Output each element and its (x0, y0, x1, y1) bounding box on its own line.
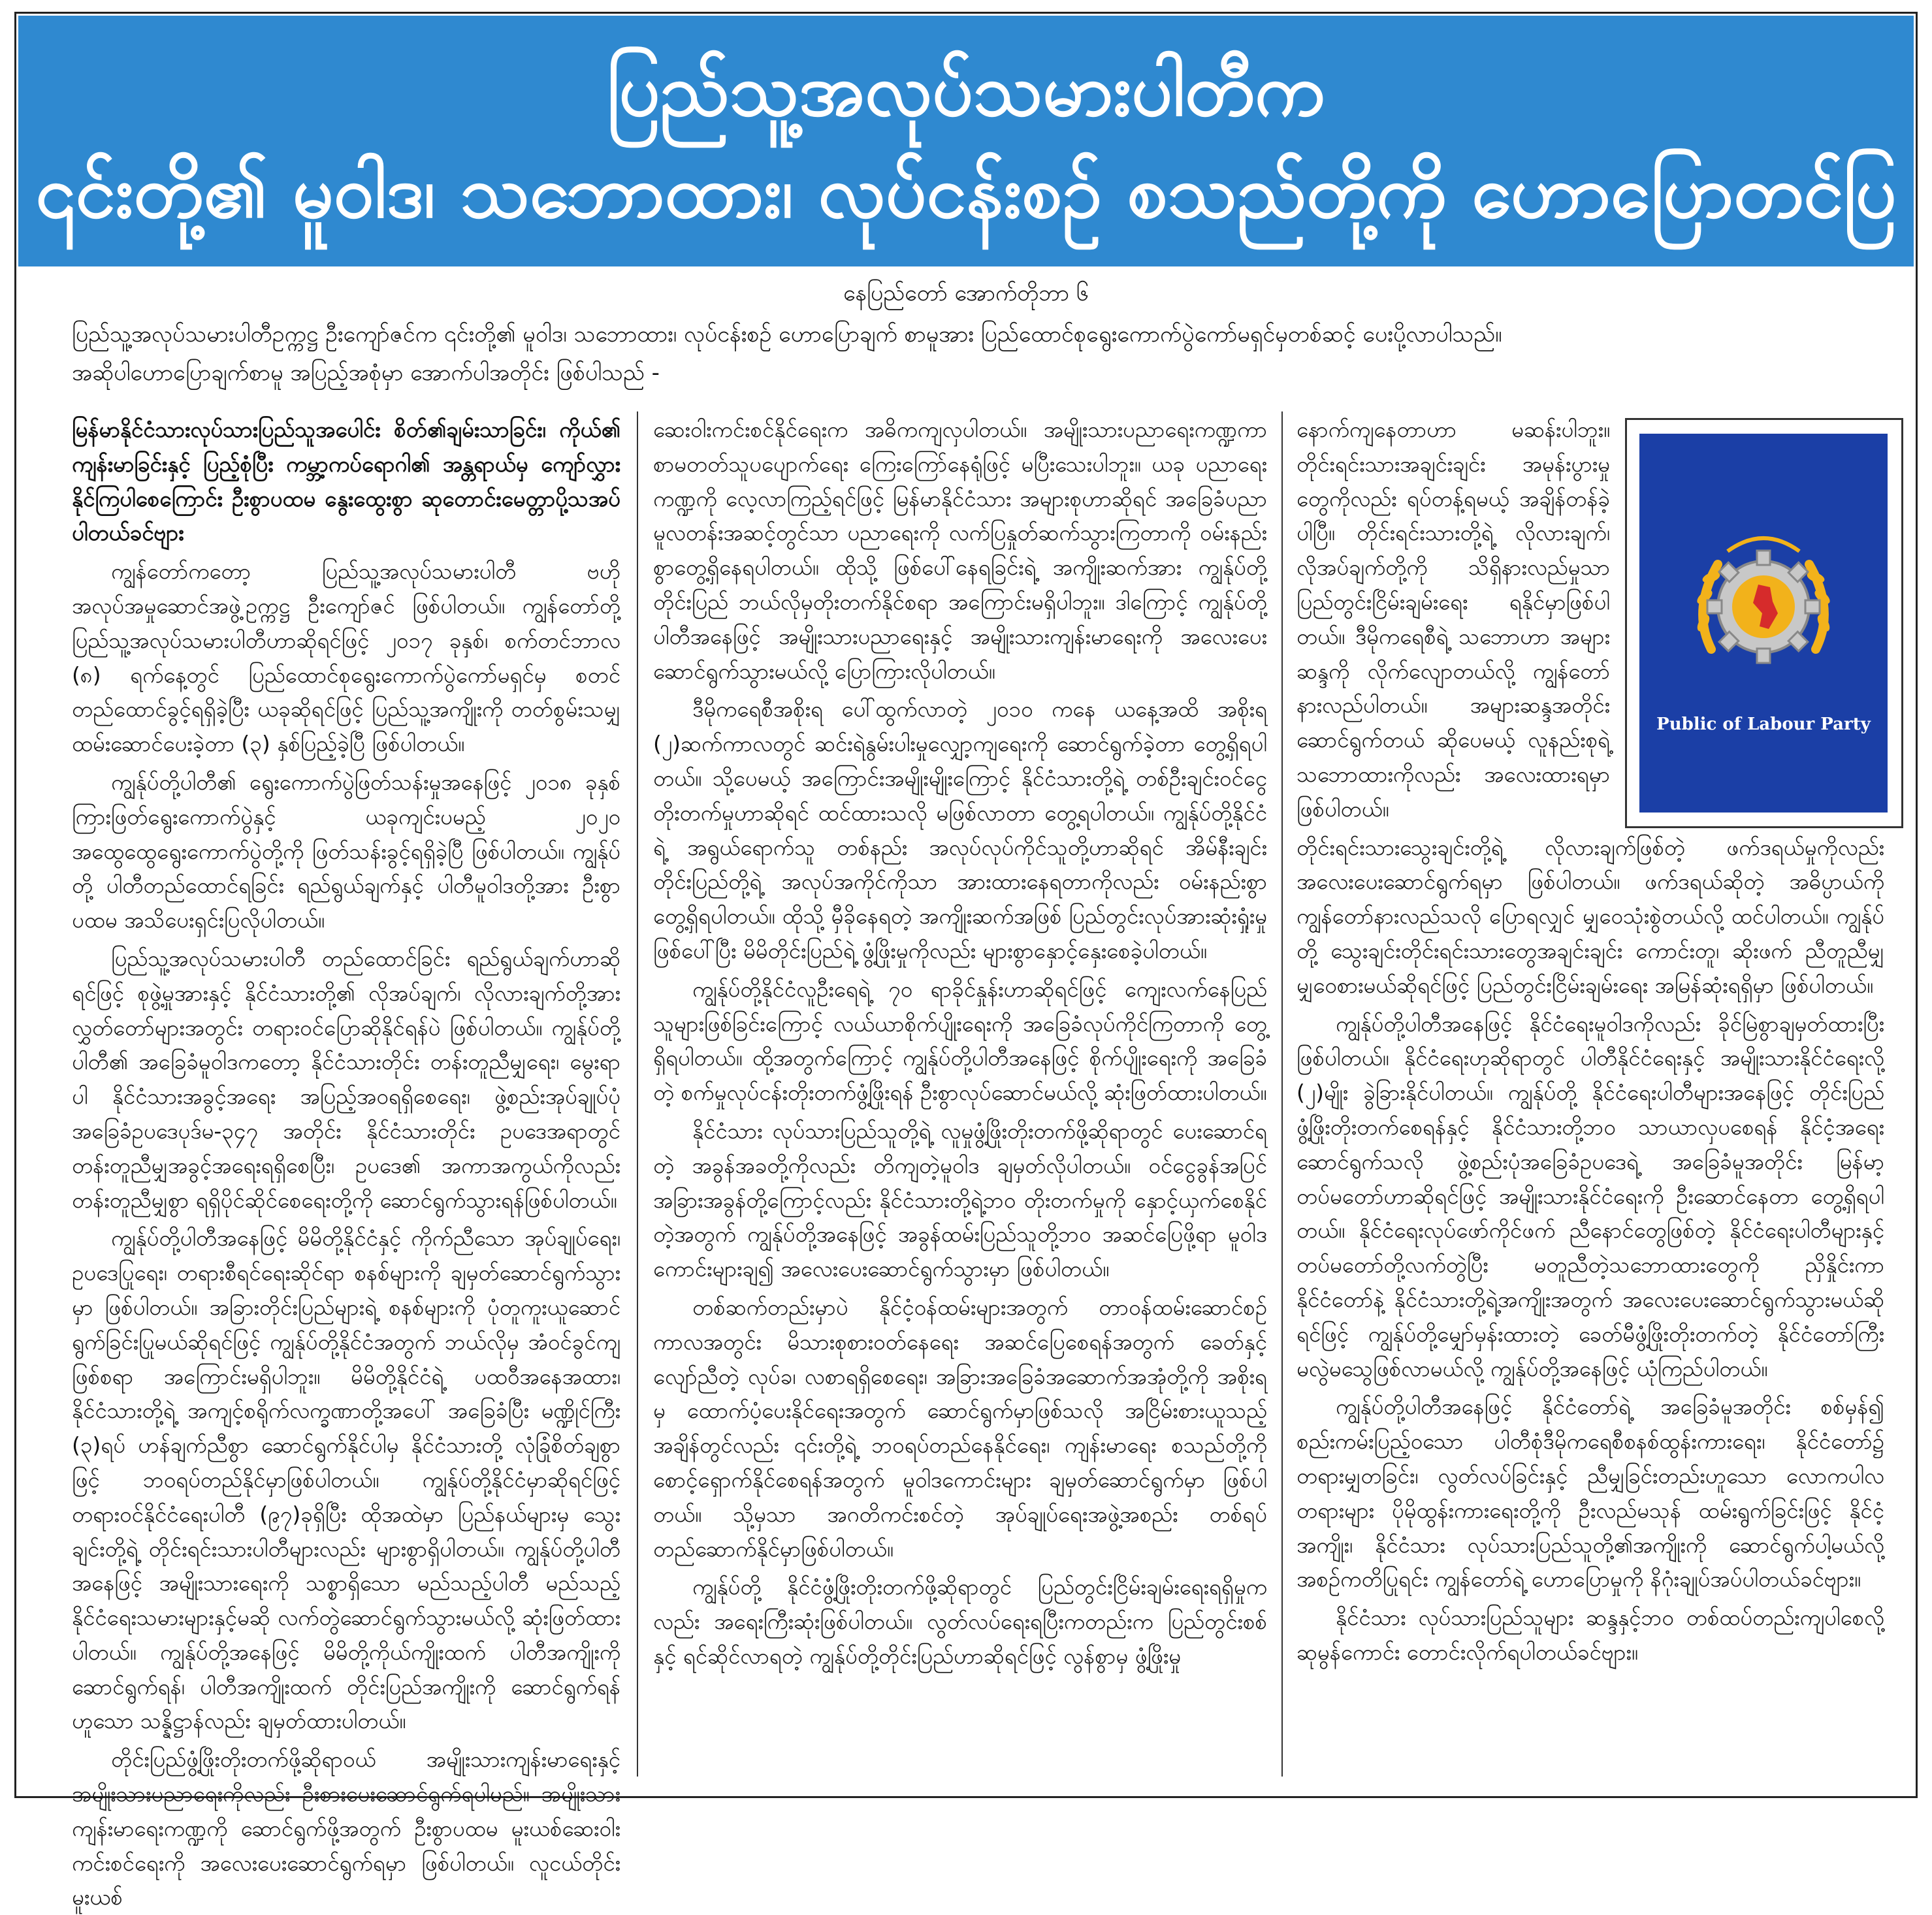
body-paragraph: ကျွန်ုပ်တို့ပါတီအနေဖြင့် နိုင်ငံရေးမူဝါဒကိုလည်း ခိုင်မြဲစွာချမှတ်ထားပြီး ဖြစ်ပါတယ်။ နိုင်ငံရေးဟုဆိုရာတွင် ပါတီနိုင်ငံရေးနှင့် အမျိုးသားနိုင်ငံရေးလို့ (၂)မျိုး ခွဲခြားနိုင်ပါတယ်။ ကျွန်ုပ်တို့ နိုင်ငံရေးပါတီများအနေဖြင့် တိုင်းပြည်ဖွံ့ဖြိုးတိုးတက်စေရန်နှင့် နိုင်ငံသားတို့ဘဝ သာယာလှပစေရန် နိုင်ငံ့အရေးဆောင်ရွက်သလို ဖွဲ့စည်းပုံအခြေခံဥပဒေရဲ့ အခြေခံမူအတိုင်း မြန်မာ့တပ်မတော်ဟာဆိုရင်ဖြင့် အမျိုးသားနိုင်ငံရေးကို ဦးဆောင်နေတာ တွေ့ရှိရပါတယ်။ နိုင်ငံရေးလုပ်ဖော်ကိုင်ဖက် ညီနောင်တွေဖြစ်တဲ့ နိုင်ငံရေးပါတီများနှင့် တပ်မတော်တို့လက်တွဲပြီး မတူညီတဲ့သဘောထားတွေကို ညှိနှိုင်းကာ နိုင်ငံတော်နဲ့ နိုင်ငံသားတို့ရဲ့အကျိုးအတွက် အလေးပေးဆောင်ရွက်သွားမယ်ဆိုရင်ဖြင့် ကျွန်ုပ်တို့မျှော်မှန်းထားတဲ့ ခေတ်မီဖွံ့ဖြိုးတိုးတက်တဲ့ နိုင်ငံတော်ကြီး မလွဲမသွေဖြစ်လာမယ်လို့ ကျွန်ုပ်တို့အနေဖြင့် ယုံကြည်ပါတယ်။ (1296, 1010, 1884, 1381)
body-paragraph: နိုင်ငံသား လုပ်သားပြည်သူများ ဆန္ဒနှင့်ဘဝ တစ်ထပ်တည်းကျပါစေလို့ ဆုမွန်ကောင်း တောင်းလိုက်ရပါတယ်ခင်ဗျား။ (1296, 1605, 1884, 1665)
article-column-1 (72, 413, 620, 1910)
party-logo (1639, 434, 1888, 813)
headline-line-1: ပြည်သူ့အလုပ်သမားပါတီက (607, 48, 1325, 132)
headline-banner (18, 16, 1914, 266)
body-paragraph: တိုင်းပြည်ဖွံ့ဖြိုးတိုးတက်ဖို့ဆိုရာဝယ် အမျိုးသားကျန်းမာရေးနှင့် အမျိုးသားပညာရေးကိုလည်း ဦးစားပေးဆောင်ရွက်ရပါမည်။ အမျိုးသားကျန်းမာရေးကဏ္ဍကို ဆောင်ရွက်ဖို့အတွက် ဦးစွာပထမ မူးယစ်ဆေးဝါး ကင်းစင်ရေးကို အလေးပေးဆောင်ရွက်ရမှာ ဖြစ်ပါတယ်။ လူငယ်တိုင်း မူးယစ် (72, 1746, 620, 1910)
intro-paragraph: ပြည်သူ့အလုပ်သမားပါတီဥက္ကဋ္ဌ ဦးကျော်ဇင်က ၎င်းတို့၏ မူဝါဒ၊ သဘောထား၊ လုပ်ငန်းစဉ် ဟောပြောချက် စာမူအား ပြည်ထောင်စုရွေးကောက်ပွဲကော်မရှင်မှတစ်ဆင့် ပေးပို့လာပါသည်။ (72, 321, 1502, 347)
body-paragraph: ကျွန်ုပ်တို့ပါတီအနေဖြင့် မိမိတို့နိုင်ငံနှင့် ကိုက်ညီသော အုပ်ချုပ်ရေး၊ ဥပဒေပြုရေး၊ တရားစီရင်ရေးဆိုင်ရာ စနစ်များကို ချမှတ်ဆောင်ရွက်သွားမှာ ဖြစ်ပါတယ်။ အခြားတိုင်းပြည်များရဲ့ စနစ်များကို ပုံတူကူးယူဆောင်ရွက်ခြင်းပြုမယ်ဆိုရင်ဖြင့် ကျွန်ုပ်တို့နိုင်ငံအတွက် ဘယ်လိုမှ အံဝင်ခွင်ကျဖြစ်စရာ အကြောင်းမရှိပါဘူး။ မိမိတို့နိုင်ငံရဲ့ ပထဝီအနေအထား၊ နိုင်ငံသားတို့ရဲ့ အကျင့်စရိုက်လက္ခဏာတို့အပေါ် အခြေခံပြီး မဏ္ဍိုင်ကြီး (၃)ရပ် ဟန်ချက်ညီစွာ ဆောင်ရွက်နိုင်ပါမှ နိုင်ငံသားတို့ လုံခြုံစိတ်ချစွာဖြင့် ဘဝရပ်တည်နိုင်မှာဖြစ်ပါတယ်။ ကျွန်ုပ်တို့နိုင်ငံမှာဆိုရင်ဖြင့် တရားဝင်နိုင်ငံရေးပါတီ (၉၇)ခုရှိပြီး ထိုအထဲမှာ ပြည်နယ်များမှ သွေးချင်းတို့ရဲ့ တိုင်းရင်းသားပါတီများလည်း များစွာရှိပါတယ်။ ကျွန်ုပ်တို့ပါတီအနေဖြင့် အမျိုးသားရေးကို သစ္စာရှိသော မည်သည့်ပါတီ မည်သည့်နိုင်ငံရေးသမားများနှင့်မဆို လက်တွဲဆောင်ရွက်သွားမယ်လို့ ဆုံးဖြတ်ထားပါတယ်။ ကျွန်ုပ်တို့အနေဖြင့် မိမိတို့ကိုယ်ကျိုးထက် ပါတီအကျိုးကို ဆောင်ရွက်ရန်၊ ပါတီအကျိုးထက် တိုင်းပြည်အကျိုးကို ဆောင်ရွက်ရန်ဟူသော သန္နိဋ္ဌာန်လည်း ချမှတ်ထားပါတယ်။ (72, 1225, 620, 1734)
body-paragraph: ဒီမိုကရေစီအစိုးရ ပေါ်ထွက်လာတဲ့ ၂၀၁၀ ကနေ ယနေ့အထိ အစိုးရ (၂)ဆက်ကာလတွင် ဆင်းရဲနွမ်းပါးမှုလျှော့ကျရေးကို ဆောင်ရွက်ခဲ့တာ တွေ့ရှိရပါတယ်။ သို့ပေမယ့် အကြောင်းအမျိုးမျိုးကြောင့် နိုင်ငံသားတို့ရဲ့ တစ်ဦးချင်းဝင်ငွေတိုးတက်မှုဟာဆိုရင် ထင်ထားသလို မဖြစ်လာတာ တွေ့ရပါတယ်။ ကျွန်ုပ်တို့နိုင်ငံရဲ့ အရွယ်ရောက်သူ တစ်နည်း အလုပ်လုပ်ကိုင်သူတို့ဟာဆိုရင် အိမ်နီးချင်းတိုင်းပြည်တို့ရဲ့ အလုပ်အကိုင်ကိုသာ အားထားနေရတာကိုလည်း ဝမ်းနည်းစွာ တွေ့ရှိရပါတယ်။ ထိုသို့ မှီခိုနေရတဲ့ အကျိုးဆက်အဖြစ် ပြည်တွင်းလုပ်အားဆုံးရှုံးမှုဖြစ်ပေါ်ပြီး မိမိတိုင်းပြည်ရဲ့ ဖွံ့ဖြိုးမှုကိုလည်း များစွာနှောင့်နှေးစေခဲ့ပါတယ်။ (653, 696, 1267, 963)
body-paragraph: ကျွန်တော်ကတော့ ပြည်သူ့အလုပ်သမားပါတီ ဗဟိုအလုပ်အမှုဆောင်အဖွဲ့ဥက္ကဋ္ဌ ဦးကျော်ဇင် ဖြစ်ပါတယ်။ ကျွန်တော်တို့ ပြည်သူ့အလုပ်သမားပါတီဟာဆိုရင်ဖြင့် ၂၀၁၇ ခုနှစ်၊ စက်တင်ဘာလ (၈) ရက်နေ့တွင် ပြည်ထောင်စုရွေးကောက်ပွဲကော်မရှင်မှ စတင်တည်ထောင်ခွင့်ရရှိခဲ့ပြီး ယခုဆိုရင်ဖြင့် ပြည်သူ့အကျိုးကို တတ်စွမ်းသမျှ ထမ်းဆောင်ပေးခဲ့တာ (၃) နှစ်ပြည့်ခဲ့ပြီ ဖြစ်ပါတယ်။ (72, 558, 620, 757)
body-paragraph: နိုင်ငံသား လုပ်သားပြည်သူတို့ရဲ့ လူမှုဖွံ့ဖြိုးတိုးတက်ဖို့ဆိုရာတွင် ပေးဆောင်ရတဲ့ အခွန်အခတို့ကိုလည်း တိကျတဲ့မူဝါဒ ချမှတ်လိုပါတယ်။ ဝင်ငွေခွန်အပြင် အခြားအခွန်တို့ကြောင့်လည်း နိုင်ငံသားတို့ရဲ့ဘဝ တိုးတက်မှုကို နှောင့်ယှက်စေနိုင်တဲ့အတွက် ကျွန်ုပ်တို့အနေဖြင့် အခွန်ထမ်းပြည်သူတို့ဘဝ အဆင်ပြေဖို့ရာ မူဝါဒကောင်းများချ၍ အလေးပေးဆောင်ရွက်သွားမှာ ဖြစ်ပါတယ်။ (653, 1118, 1267, 1282)
headline-line-2: ၎င်းတို့၏ မူဝါဒ၊ သဘောထား၊ လုပ်ငန်းစဉ် စသည်တို့ကို ဟောပြောတင်ပြ (35, 150, 1897, 234)
body-paragraph: ကျွန်ုပ်တို့နိုင်ငံလူဦးရေရဲ့ ၇၀ ရာခိုင်နှုန်းဟာဆိုရင်ဖြင့် ကျေးလက်နေပြည်သူများဖြစ်ခြင်းကြောင့် လယ်ယာစိုက်ပျိုးရေးကို အခြေခံလုပ်ကိုင်ကြတာကို တွေ့ရှိရပါတယ်။ ထို့အတွက်ကြောင့် ကျွန်ုပ်တို့ပါတီအနေဖြင့် စိုက်ပျိုးရေးကို အခြေခံတဲ့ စက်မှုလုပ်ငန်းတိုးတက်ဖွံ့ဖြိုးရန် ဦးစွာလုပ်ဆောင်မယ်လို့ ဆုံးဖြတ်ထားပါတယ်။ (653, 976, 1267, 1106)
logo-caption: Public of Labour Party (1656, 715, 1871, 734)
body-paragraph: တစ်ဆက်တည်းမှာပဲ နိုင်ငံ့ဝန်ထမ်းများအတွက် တာဝန်ထမ်းဆောင်စဉ် ကာလအတွင်း မိသားစုစားဝတ်နေရေး အဆင်ပြေစေရန်အတွက် ခေတ်နှင့်လျော်ညီတဲ့ လုပ်ခ၊ လစာရရှိစေရေး၊ အခြားအခြေခံအဆောက်အအုံတို့ကို အစိုးရမှ ထောက်ပံ့ပေးနိုင်ရေးအတွက် ဆောင်ရွက်မှာဖြစ်သလို အငြိမ်းစားယူသည့်အချိန်တွင်လည်း ၎င်းတို့ရဲ့ ဘဝရပ်တည်နေနိုင်ရေး၊ ကျန်းမာရေး စသည်တို့ကို စောင့်ရှောက်နိုင်စေရန်အတွက် မူဝါဒကောင်းများ ချမှတ်ဆောင်ရွက်မှာ ဖြစ်ပါတယ်။ သို့မှသာ အဂတိကင်းစင်တဲ့ အုပ်ချုပ်ရေးအဖွဲ့အစည်း တစ်ရပ် တည်ဆောက်နိုင်မှာဖြစ်ပါတယ်။ (653, 1294, 1267, 1562)
body-paragraph: ကျွန်ုပ်တို့ပါတီအနေဖြင့် နိုင်ငံတော်ရဲ့ အခြေခံမူအတိုင်း စစ်မှန်၍ စည်းကမ်းပြည့်ဝသော ပါတီစုံဒီမိုကရေစီစနစ်ထွန်းကားရေး၊ နိုင်ငံတော်၌ တရားမျှတခြင်း၊ လွတ်လပ်ခြင်းနှင့် ညီမျှခြင်းတည်းဟူသော လောကပါလ တရားများ ပိုမိုထွန်းကားရေးတို့ကို ဦးလည်မသုန် ထမ်းရွက်ခြင်းဖြင့် နိုင်ငံ့အကျိုး၊ နိုင်ငံသား လုပ်သားပြည်သူတို့၏အကျိုးကို ဆောင်ရွက်ပါ့မယ်လို့ အစဉ်ကတိပြုရင်း ကျွန်တော်ရဲ့ ဟောပြောမှုကို နိဂုံးချုပ်အပ်ပါတယ်ခင်ဗျား။ (1296, 1394, 1884, 1592)
body-paragraph: ဆေးဝါးကင်းစင်နိုင်ရေးက အဓိကကျလှပါတယ်။ အမျိုးသားပညာရေးကဏ္ဍကာ စာမတတ်သူပပျောက်ရေး ကြေးကြော်နေရုံဖြင့် မပြီးသေးပါဘူး။ ယခု ပညာရေးကဏ္ဍကို လေ့လာကြည့်ရင်ဖြင့် မြန်မာနိုင်ငံသား အများစုဟာဆိုရင် အခြေခံပညာမူလတန်းအဆင့်တွင်သာ ပညာရေးကို လက်ပြနှုတ်ဆက်သွားကြတာကို ဝမ်းနည်းစွာတွေ့ရှိနေရပါတယ်။ ထိုသို့ ဖြစ်ပေါ်နေရခြင်းရဲ့ အကျိုးဆက်အား ကျွန်ုပ်တို့တိုင်းပြည် ဘယ်လိုမှတိုးတက်နိုင်စရာ အကြောင်းမရှိပါဘူး။ ဒါကြောင့် ကျွန်ုပ်တို့ပါတီအနေဖြင့် အမျိုးသားပညာရေးနှင့် အမျိုးသားကျန်းမာရေးကို အလေးပေးဆောင်ရွက်သွားမယ်လို့ ပြောကြားလိုပါတယ်။ (653, 417, 1267, 684)
lead-paragraph: မြန်မာနိုင်ငံသားလုပ်သားပြည်သူအပေါင်း စိတ်၏ချမ်းသာခြင်း၊ ကိုယ်၏ ကျန်းမာခြင်းနှင့် ပြည့်စုံပြီး ကမ္ဘာ့ကပ်ရောဂါ၏ အန္တရာယ်မှ ကျော်လွှားနိုင်ကြပါစေကြောင်း ဦးစွာပထမ နွေးထွေးစွာ ဆုတောင်းမေတ္တာပို့သအပ်ပါတယ်ခင်ဗျား (72, 417, 620, 546)
gear-laurel-emblem-icon (1666, 512, 1861, 708)
body-paragraph: နောက်ကျနေတာဟာ မဆန်းပါဘူး။ တိုင်းရင်းသားအချင်းချင်း အမုန်းပွားမှုတွေကိုလည်း ရပ်တန့်ရမယ့် အချိန်တန်ခဲ့ပါပြီ။ တိုင်းရင်းသားတို့ရဲ့ လိုလားချက်၊ လိုအပ်ချက်တို့ကို သိရှိနားလည်မှုသာ ပြည်တွင်းငြိမ်းချမ်းရေး ရနိုင်မှာဖြစ်ပါတယ်။ ဒီမိုကရေစီရဲ့ သဘောဟာ အများဆန္ဒကို လိုက်လျောတယ်လို့ ကျွန်တော်နားလည်ပါတယ်။ အများဆန္ဒအတိုင်း ဆောင်ရွက်တယ် ဆိုပေမယ့် လူနည်းစုရဲ့ သဘောထားကိုလည်း အလေးထားရမှာ ဖြစ်ပါတယ်။ (1296, 417, 1610, 822)
article-column-2 (653, 413, 1267, 1784)
column-3-top-text (1296, 413, 1610, 831)
column-divider (1281, 411, 1283, 1777)
body-paragraph: တိုင်းရင်းသားသွေးချင်းတို့ရဲ့ လိုလားချက်ဖြစ်တဲ့ ဖက်ဒရယ်မှုကိုလည်း အလေးပေးဆောင်ရွက်ရမှာ ဖြစ်ပါတယ်။ ဖက်ဒရယ်ဆိုတဲ့ အဓိပ္ပာယ်ကို ကျွန်တော်နားလည်သလို ပြောရလျှင် မျှဝေသုံးစွဲတယ်လို့ ထင်ပါတယ်။ ကျွန်ုပ်တို့ သွေးချင်းတိုင်းရင်းသားတွေအချင်းချင်း ကောင်းတူ၊ ဆိုးဖက် ညီတူညီမျှ မျှဝေစားမယ်ဆိုရင်ဖြင့် ပြည်တွင်းငြိမ်းချမ်းရေး အမြန်ဆုံးရရှိမှာ ဖြစ်ပါတယ်။ (1296, 834, 1884, 998)
body-paragraph: ပြည်သူ့အလုပ်သမားပါတီ တည်ထောင်ခြင်း ရည်ရွယ်ချက်ဟာဆိုရင်ဖြင့် စုဖွဲ့မှုအားနှင့် နိုင်ငံသားတို့၏ လိုအပ်ချက်၊ လိုလားချက်တို့အား လွှတ်တော်များအတွင်း တရားဝင်ပြောဆိုနိုင်ရန်ပဲ ဖြစ်ပါတယ်။ ကျွန်ုပ်တို့ပါတီ၏ အခြေခံမူဝါဒကတော့ နိုင်ငံသားတိုင်း တန်းတူညီမျှရေး၊ မွေးရာပါ နိုင်ငံသားအခွင့်အရေး အပြည့်အဝရရှိစေရေး၊ ဖွဲ့စည်းအုပ်ချုပ်ပုံ အခြေခံဥပဒေပုဒ်မ-၃၄၇ အတိုင်း နိုင်ငံသားတိုင်း ဥပဒေအရာတွင် တန်းတူညီမျှအခွင့်အရေးရရှိစေပြီး၊ ဥပဒေ၏ အကာအကွယ်ကိုလည်း တန်းတူညီမျှစွာ ရရှိပိုင်ဆိုင်စေရေးတို့ကို ဆောင်ရွက်သွားရန်ဖြစ်ပါတယ်။ (72, 945, 620, 1213)
body-paragraph: ကျွန်ုပ်တို့ပါတီ၏ ရွေးကောက်ပွဲဖြတ်သန်းမှုအနေဖြင့် ၂၀၁၈ ခုနှစ်ကြားဖြတ်ရွေးကောက်ပွဲနှင့် ယခုကျင်းပမည့် ၂၀၂၀ အထွေထွေရွေးကောက်ပွဲတို့ကို ဖြတ်သန်းခွင့်ရရှိခဲ့ပြီ ဖြစ်ပါတယ်။ ကျွန်ုပ်တို့ ပါတီတည်ထောင်ရခြင်း ရည်ရွယ်ချက်နှင့် ပါတီမူဝါဒတို့အား ဦးစွာပထမ အသိပေးရှင်းပြလိုပါတယ်။ (72, 769, 620, 933)
intro (72, 317, 1881, 394)
body-paragraph: ကျွန်ုပ်တို့ နိုင်ငံဖွံ့ဖြိုးတိုးတက်ဖို့ဆိုရာတွင် ပြည်တွင်းငြိမ်းချမ်းရေးရရှိမှုကလည်း အရေးကြီးဆုံးဖြစ်ပါတယ်။ လွတ်လပ်ရေးရပြီးကတည်းက ပြည်တွင်းစစ်နှင့် ရင်ဆိုင်လာရတဲ့ ကျွန်ုပ်တို့တိုင်းပြည်ဟာဆိုရင်ဖြင့် လွန်စွာမှ ဖွံ့ဖြိုးမှု (653, 1574, 1267, 1669)
dateline: နေပြည်တော် အောက်တိုဘာ ၆ (843, 280, 1089, 306)
column-divider (637, 411, 638, 1777)
intro-paragraph: အဆိုပါဟောပြောချက်စာမူ အပြည့်အစုံမှာ အောက်ပါအတိုင်း ဖြစ်ပါသည် - (72, 359, 660, 386)
